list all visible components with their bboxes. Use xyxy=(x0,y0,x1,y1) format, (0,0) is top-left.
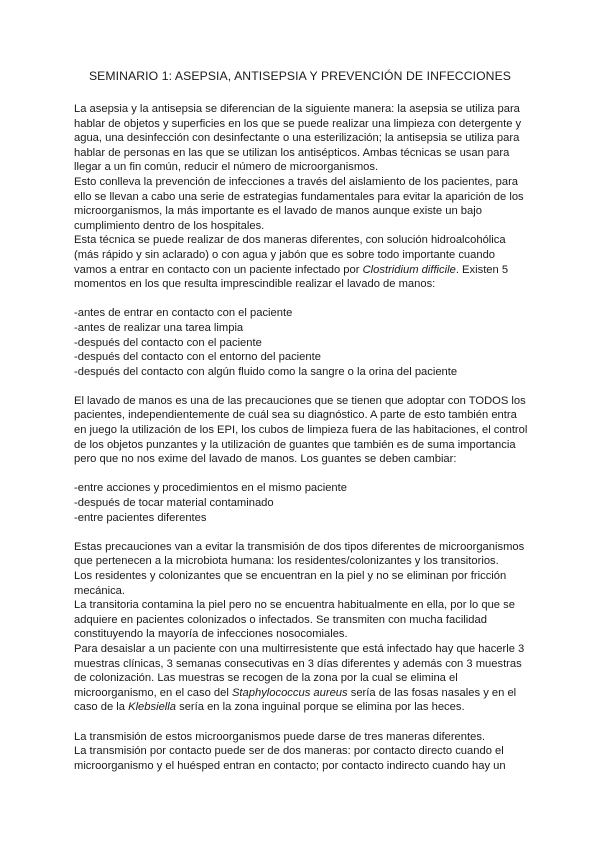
list-item: -antes de entrar en contacto con el paciente xyxy=(74,307,293,320)
species-klebsiella: Klebsiella xyxy=(128,701,176,714)
paragraph-desaislar-text-a: Para desaislar a un paciente con una multirresistente que está infectado hay que hacerle 3 muestras clínicas, 3 semanas consecutivas en 3 días diferentes y además con 3 muestras de colonización. Las muestras se recogen de la zona por la cual se elimina el microorganismo, en el caso del xyxy=(74,642,525,699)
paragraph-transmision: La transmisión de estos microorganismos puede darse de tres maneras diferentes. xyxy=(74,730,486,743)
species-clostridium: Clostridium difficile xyxy=(362,263,456,276)
list-item: -después de tocar material contaminado xyxy=(74,497,274,510)
paragraph-asepsia: La asepsia y la antisepsia se diferencian de la siguiente manera: la asepsia se utiliza para hablar de objetos y superficies en los que se puede realizar una limpieza con detergente y agua, una desinfección con desinfectante o una esterilización; la antisepsia se utiliza para hablar de personas en las que se utilizan los antisépticos. Ambas técnicas se usan para llegar a un fin común, reducir el número de microorganismos. xyxy=(74,103,522,174)
list-item: -entre pacientes diferentes xyxy=(74,511,207,524)
species-staphylococcus: Staphylococcus aureus xyxy=(231,686,348,699)
paragraph-desaislar xyxy=(74,642,530,715)
paragraph-precauciones: Estas precauciones van a evitar la transmisión de dos tipos diferentes de microorganismos que pertenecen a la microbiota humana: los residentes/colonizantes y los transitorios. xyxy=(74,540,525,568)
paragraph-contacto: La transmisión por contacto puede ser de dos maneras: por contacto directo cuando el microorganismo y el huésped entran en contacto; por contacto indirecto cuando hay un xyxy=(74,745,506,772)
paragraph-transitoria: La transitoria contamina la piel pero no se encuentra habitualmente en ella, por lo que se adquiere en pacientes colonizados o infectados. Se transmiten con mucha facilidad constituyendo la mayoría de infecciones nosocomiales. xyxy=(74,599,515,641)
list-item: -después del contacto con el paciente xyxy=(74,336,262,349)
document-body xyxy=(74,102,530,773)
paragraph-lavado: El lavado de manos es una de las precauciones que se tienen que adoptar con TODOS los pacientes, independientemente de cuál sea su diagnóstico. A parte de esto también entra en juego la utilización de los EPI, los cubos de limpieza fuera de las habitaciones, el control de los objetos punzantes y la utilización de guantes que también es de suma importancia pero que no nos exime del lavado de manos. Los guantes se deben cambiar: xyxy=(74,394,528,466)
paragraph-tecnica-text-b: . Existen 5 momentos en los que resulta imprescindible realizar el lavado de manos: xyxy=(74,263,509,291)
list-item: -antes de realizar una tarea limpia xyxy=(74,321,244,334)
list-item: -entre acciones y procedimientos en el mismo paciente xyxy=(74,482,347,495)
page-title: SEMINARIO 1: ASEPSIA, ANTISEPSIA Y PREVENCIÓN DE INFECCIONES xyxy=(88,69,512,83)
paragraph-desaislar-text-b: sería de las fosas nasales y en el caso de la xyxy=(74,686,517,714)
paragraph-desaislar-text-c: sería en la zona inguinal porque se elimina por las heces. xyxy=(176,701,465,714)
paragraph-tecnica-text-a: Esta técnica se puede realizar de dos maneras diferentes, con solución hidroalcohólica (más rápido y sin aclarado) o con agua y jabón que es sobre todo importante cuando vamos a entrar en contacto con un paciente infectado por xyxy=(74,234,506,276)
list-item: -después del contacto con el entorno del paciente xyxy=(74,351,321,364)
paragraph-tecnica xyxy=(74,233,530,291)
glove-change-list xyxy=(74,481,530,525)
list-item: -después del contacto con algún fluido como la sangre o la orina del paciente xyxy=(74,365,458,378)
paragraph-prevencion: Esto conlleva la prevención de infecciones a través del aislamiento de los pacientes, para ello se llevan a cabo una serie de estrategias fundamentales para evitar la aparición de los microorganismos, la más importante es el lavado de manos aunque existe un bajo cumplimiento dentro de los hospitales. xyxy=(74,175,524,232)
moments-list xyxy=(74,306,530,379)
paragraph-residentes: Los residentes y colonizantes que se encuentran en la piel y no se eliminan por fricción mecánica. xyxy=(74,570,507,597)
